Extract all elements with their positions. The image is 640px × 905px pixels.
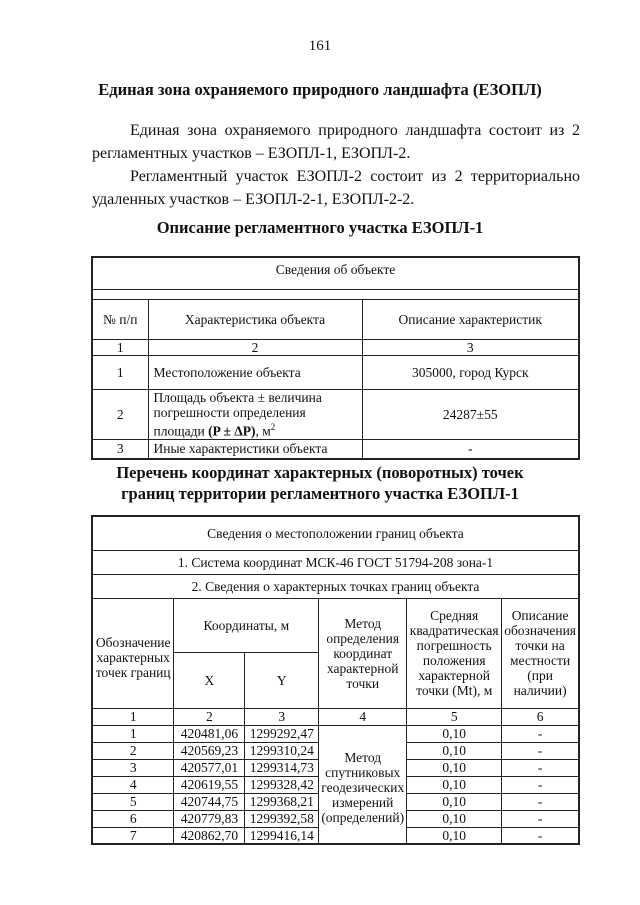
points-caption: 2. Сведения о характерных точках границ объекта <box>92 574 579 598</box>
point-number: 3 <box>92 759 174 776</box>
method-cell: Метод спутниковых геодезических измерений (определений) <box>319 725 407 844</box>
header-coordinates: Координаты, м <box>174 598 319 652</box>
point-y: 1299368,21 <box>245 793 319 810</box>
point-x: 420779,83 <box>174 810 245 827</box>
page-number: 161 <box>308 38 332 54</box>
point-x: 420862,70 <box>174 827 245 844</box>
point-y: 1299392,58 <box>245 810 319 827</box>
point-y: 1299310,24 <box>245 742 319 759</box>
column-number: 4 <box>319 708 407 725</box>
point-description: - <box>502 810 579 827</box>
point-description: - <box>502 827 579 844</box>
point-y: 1299416,14 <box>245 827 319 844</box>
table-row <box>92 355 579 389</box>
column-number: 3 <box>245 708 319 725</box>
intro-paragraph-2-text: Регламентный участок ЕЗОПЛ-2 состоит из 2 территориально удаленных участков – ЕЗОПЛ-2-1, ЕЗОПЛ-2-2. <box>92 168 580 208</box>
coords-title-line-2: границ территории регламентного участка ЕЗОПЛ-1 <box>121 484 519 503</box>
column-number: 1 <box>92 339 148 355</box>
point-error: 0,10 <box>407 742 502 759</box>
header-description: Описание характеристик <box>362 299 579 339</box>
row-description: 24287±55 <box>362 389 579 439</box>
row-number: 1 <box>92 355 148 389</box>
point-y: 1299314,73 <box>245 759 319 776</box>
characteristic-line: Площадь объекта ± величина <box>153 389 322 405</box>
table-row <box>92 389 579 439</box>
point-error: 0,10 <box>407 759 502 776</box>
characteristic-text: площади <box>153 423 209 439</box>
header-y: Y <box>245 652 319 708</box>
table-row <box>92 725 579 742</box>
point-number: 6 <box>92 810 174 827</box>
point-error: 0,10 <box>407 810 502 827</box>
row-characteristic: Местоположение объекта <box>148 355 362 389</box>
table-row <box>92 439 579 459</box>
row-description: - <box>362 439 579 459</box>
row-number: 2 <box>92 389 148 439</box>
point-number: 1 <box>92 725 174 742</box>
point-error: 0,10 <box>407 793 502 810</box>
intro-paragraph-1 <box>92 119 580 165</box>
point-x: 420481,06 <box>174 725 245 742</box>
point-number: 2 <box>92 742 174 759</box>
row-number: 3 <box>92 439 148 459</box>
characteristic-line: погрешности определения <box>153 404 306 420</box>
point-number: 7 <box>92 827 174 844</box>
intro-paragraph-1-text: Единая зона охраняемого природного ландшафта состоит из 2 регламентных участков – ЕЗОПЛ-1, ЕЗОПЛ-2. <box>92 122 580 162</box>
point-description: - <box>502 793 579 810</box>
point-error: 0,10 <box>407 725 502 742</box>
header-point-description: Описание обозначения точки на местности (при наличии) <box>502 598 579 708</box>
header-mean-error: Средняя квадратическая погрешность положения характерной точки (Mt), м <box>407 598 502 708</box>
unit-superscript: 2 <box>270 421 276 432</box>
point-x: 420569,23 <box>174 742 245 759</box>
header-x: X <box>174 652 245 708</box>
column-number: 2 <box>148 339 362 355</box>
header-method: Метод определения координат характерной точки <box>319 598 407 708</box>
point-y: 1299328,42 <box>245 776 319 793</box>
object-info-caption: Сведения об объекте <box>92 257 579 289</box>
coordinates-table <box>91 515 580 845</box>
column-number: 3 <box>362 339 579 355</box>
point-number: 5 <box>92 793 174 810</box>
characteristic-line <box>154 420 360 439</box>
column-number: 6 <box>502 708 579 725</box>
column-number: 2 <box>174 708 245 725</box>
point-description: - <box>502 725 579 742</box>
row-characteristic <box>148 389 362 439</box>
point-number: 4 <box>92 776 174 793</box>
point-x: 420744,75 <box>174 793 245 810</box>
point-y: 1299292,47 <box>245 725 319 742</box>
row-characteristic: Иные характеристики объекта <box>148 439 362 459</box>
object-info-table <box>91 256 580 460</box>
coordinate-system: 1. Система координат МСК-46 ГОСТ 51794-208 зона-1 <box>92 550 579 574</box>
intro-paragraph-2 <box>92 165 580 211</box>
section-title-ezopl: Единая зона охраняемого природного ландшафта (ЕЗОПЛ) <box>98 80 542 99</box>
point-x: 420577,01 <box>174 759 245 776</box>
formula-text: (P ± ΔP) <box>208 423 256 439</box>
row-description: 305000, город Курск <box>362 355 579 389</box>
coords-title-line-1: Перечень координат характерных (поворотных) точек <box>116 463 524 482</box>
header-characteristic: Характеристика объекта <box>148 299 362 339</box>
location-caption: Сведения о местоположении границ объекта <box>92 516 579 550</box>
point-description: - <box>502 759 579 776</box>
point-error: 0,10 <box>407 776 502 793</box>
point-description: - <box>502 776 579 793</box>
column-number: 1 <box>92 708 174 725</box>
caption-spacer <box>92 289 579 299</box>
section-title-ezopl-1: Описание регламентного участка ЕЗОПЛ-1 <box>156 218 484 237</box>
unit-text: , м <box>255 423 271 439</box>
header-number: № п/п <box>92 299 148 339</box>
point-description: - <box>502 742 579 759</box>
point-x: 420619,55 <box>174 776 245 793</box>
header-point-designation: Обозначение характерных точек границ <box>92 598 174 708</box>
point-error: 0,10 <box>407 827 502 844</box>
column-number: 5 <box>407 708 502 725</box>
